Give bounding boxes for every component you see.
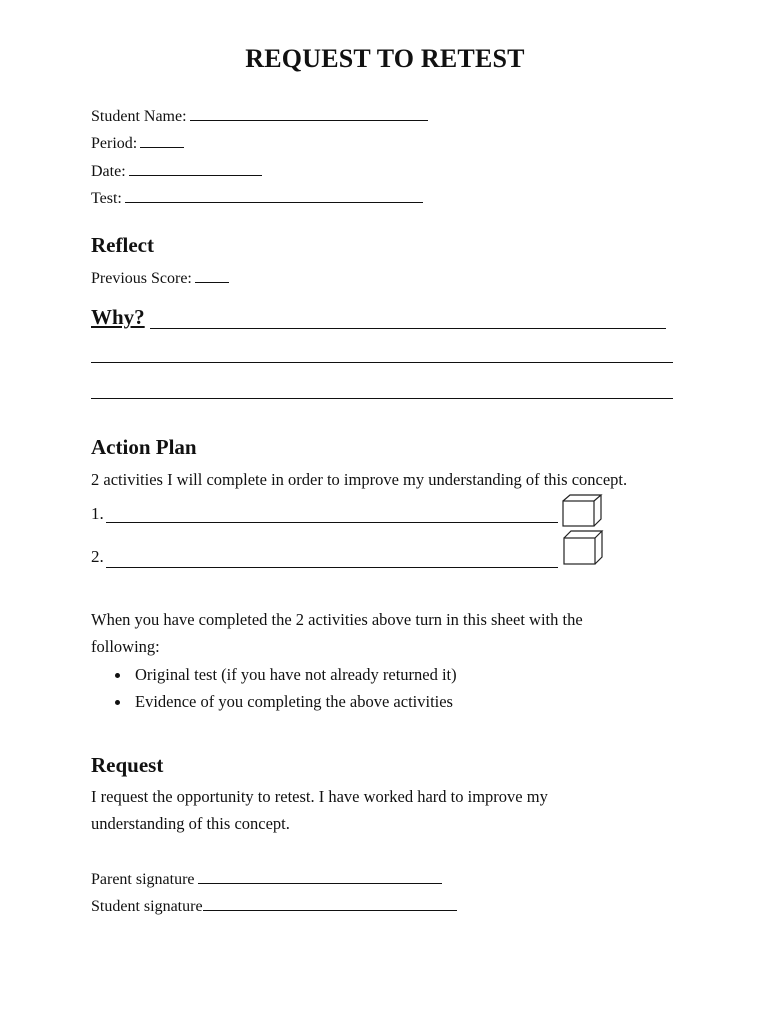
test-row: [91, 188, 423, 209]
completion-instructions: When you have completed the 2 activities above turn in this sheet with the following:: [91, 610, 583, 656]
student-signature-field[interactable]: [203, 896, 457, 911]
action-plan-heading: Action Plan: [91, 435, 197, 459]
why-line-3[interactable]: [91, 397, 673, 399]
request-heading: Request: [91, 753, 164, 777]
why-heading: Why?: [91, 305, 145, 329]
completion-item-evidence: Evidence of you completing the above activities: [91, 688, 651, 715]
date-field[interactable]: [129, 161, 262, 176]
date-label: Date:: [91, 163, 126, 180]
reflect-heading: Reflect: [91, 233, 154, 257]
activity-1-number: 1.: [91, 504, 104, 523]
activity-2-number: 2.: [91, 547, 104, 566]
student-name-label: Student Name:: [91, 108, 187, 125]
student-signature-label: Student signature: [91, 898, 203, 915]
previous-score-label: Previous Score:: [91, 270, 192, 287]
period-field[interactable]: [140, 133, 184, 148]
period-label: Period:: [91, 135, 138, 152]
test-field[interactable]: [125, 188, 423, 203]
period-row: [91, 133, 184, 154]
activity-2-checkbox-icon[interactable]: [563, 530, 605, 566]
student-signature-row: [91, 896, 457, 917]
activity-1-row: [91, 504, 104, 524]
date-row: [91, 161, 262, 182]
completion-item-original-test: Original test (if you have not already returned it): [91, 661, 651, 688]
page-title: REQUEST TO RETEST: [245, 44, 525, 73]
activity-1-checkbox-icon[interactable]: [562, 494, 604, 528]
completion-list: [91, 661, 651, 715]
why-line-1[interactable]: [150, 327, 666, 329]
action-plan-instructions: 2 activities I will complete in order to improve my understanding of this concept.: [91, 470, 628, 489]
request-text: I request the opportunity to retest. I have worked hard to improve my understanding of this concept.: [91, 787, 548, 833]
activity-2-line[interactable]: [106, 566, 558, 568]
test-label: Test:: [91, 190, 122, 207]
student-name-field[interactable]: [190, 106, 428, 121]
student-name-row: [91, 106, 428, 127]
activity-2-row: [91, 547, 104, 567]
activity-1-line[interactable]: [106, 521, 558, 523]
previous-score-row: [91, 268, 229, 289]
previous-score-field[interactable]: [195, 268, 229, 283]
parent-signature-row: [91, 869, 442, 890]
why-line-2[interactable]: [91, 361, 673, 363]
parent-signature-label: Parent signature: [91, 871, 195, 888]
parent-signature-field[interactable]: [198, 869, 442, 884]
